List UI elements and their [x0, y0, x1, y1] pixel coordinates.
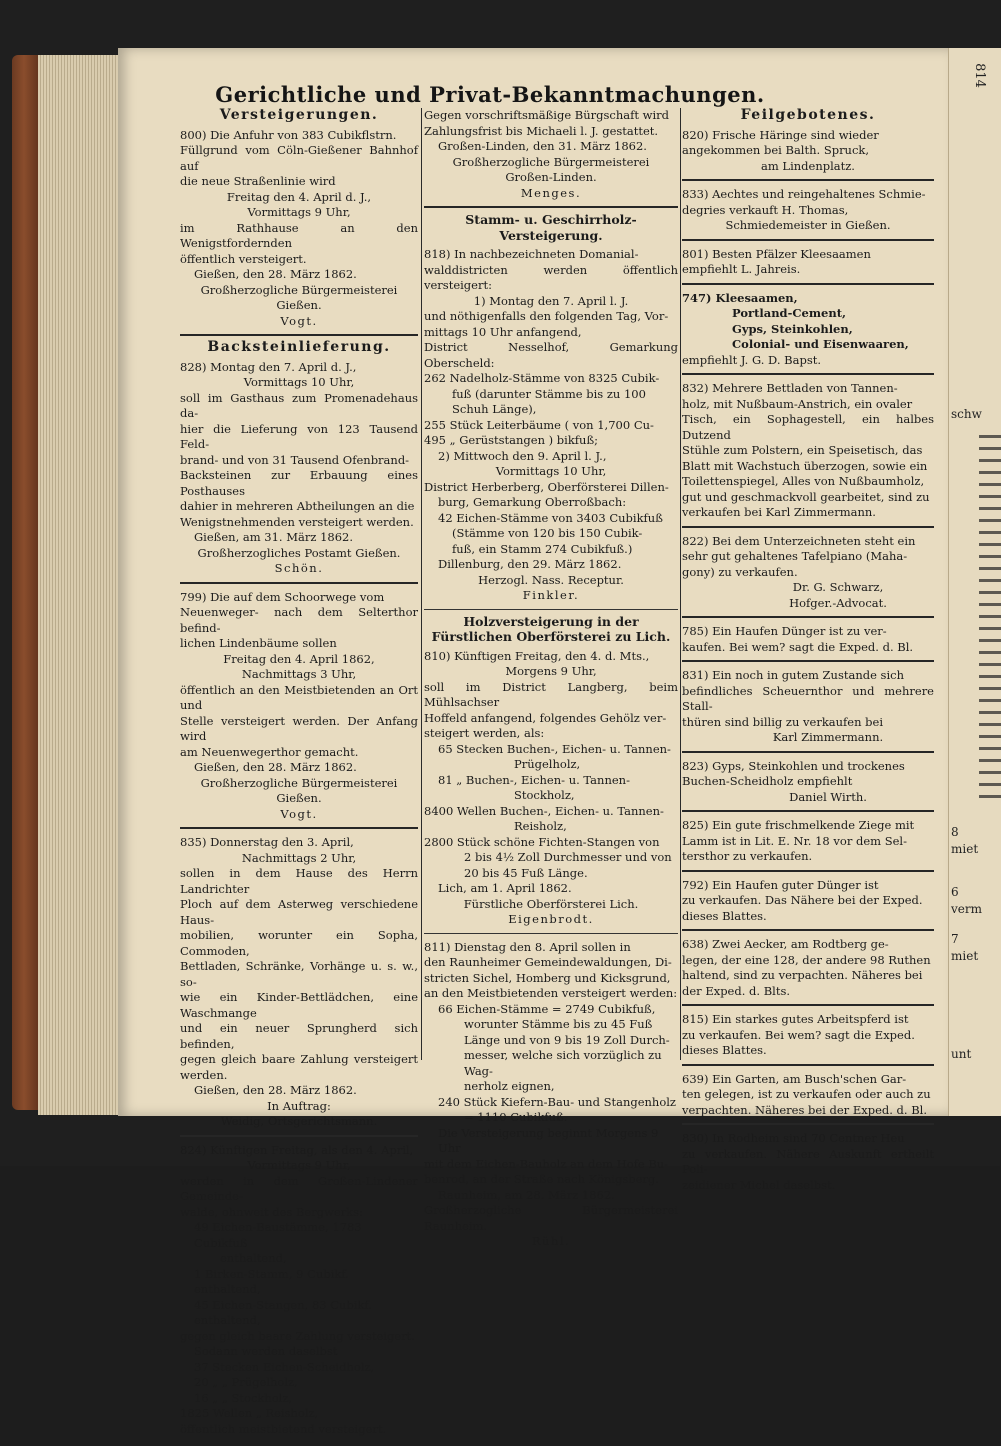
- text-line: Vormittags 10 Uhr,: [243, 375, 355, 389]
- text-line: soll im District Langberg, beim Mühlsachser: [424, 679, 678, 709]
- fragment: 6: [951, 885, 959, 899]
- text-line: Stühle zum Polstern, ein Speisetisch, das: [682, 443, 923, 457]
- text-line: Zahlungsfrist bis Michaeli l. J. gestattet.: [424, 123, 659, 138]
- text-line: 818) In nachbezeichneten Domanial-: [424, 247, 639, 261]
- text-line: Bettladen, Schränke, Vorhänge u. s. w., so-: [180, 959, 418, 989]
- section-heading: Feilgebotenes.: [740, 107, 876, 123]
- text-line: tersthor zu verkaufen.: [682, 849, 813, 863]
- text-line: zu verkaufen. Das Nähere bei der Exped.: [682, 893, 923, 907]
- text-line: benrod, an der Straße nach Königsberg.: [424, 1172, 659, 1186]
- text-line: 810) Künftigen Freitag, den 4. d. Mts.,: [424, 648, 650, 663]
- section-heading: Backsteinlieferung.: [207, 339, 391, 355]
- fragment: unt: [951, 1047, 972, 1061]
- text-line: empfiehlt L. Jahreis.: [682, 262, 801, 276]
- text-line: 825) Ein gute frischmelkende Ziege mit: [682, 818, 915, 832]
- text-line: öffentlich versteigert.: [180, 251, 307, 266]
- notice-638: [682, 935, 934, 1006]
- text-line: 495 „ Gerüststangen ) bikfuß;: [424, 433, 599, 447]
- text-line: holz, mit Nußbaum-Anstrich, ein ovaler: [682, 396, 913, 411]
- text-line: District Herberberg, Oberförsterei Dillen-: [424, 479, 669, 494]
- text-line: die neue Straßenlinie wird: [180, 174, 336, 188]
- text-line: Gyps, Steinkohlen,: [732, 321, 853, 336]
- text-line: Lamm ist in Lit. E. Nr. 18 vor dem Sel-: [682, 833, 907, 848]
- text-line: mittags 10 Uhr anfangend,: [424, 324, 582, 339]
- text-line: burg, Gemarkung Oberroßbach:: [438, 495, 627, 509]
- text-line: 800) Die Anfuhr von 383 Cubikflstrn.: [180, 127, 397, 142]
- text-line: 20 „ „ Prügelholz,: [194, 1375, 298, 1389]
- text-line: thüren sind billig zu verkaufen bei: [682, 714, 884, 729]
- text-line: am Neuenwegerthor gemacht.: [180, 744, 359, 759]
- notice-835: [180, 833, 418, 1137]
- notice-799: [180, 588, 418, 830]
- text-line: gegen gleich baare Zahlung versteigert werden.: [180, 1052, 418, 1082]
- fragment: miet: [951, 842, 979, 856]
- text-line: 45 Eichen-Stangen, 83 Cubikf. enthaltend,: [194, 1297, 372, 1327]
- text-line: (Stämme von 120 bis 150 Cubik-: [452, 526, 643, 540]
- adjacent-page: [948, 48, 1001, 1116]
- notice-824-continued: [424, 106, 678, 208]
- text-line: werden in dem Großen-Lindener Gemeinde-: [180, 1173, 418, 1203]
- text-line: walddistricten werden öffentlich versteigert:: [424, 262, 678, 292]
- text-line: fuß, ein Stamm 274 Cubikfuß.): [452, 541, 633, 556]
- notice-785: [682, 622, 934, 662]
- text-line: sollen in dem Hause des Herrn Landrichter: [180, 866, 418, 896]
- text-line: 831) Ein noch in gutem Zustande sich: [682, 668, 904, 682]
- text-line: Portland-Cement,: [732, 306, 847, 320]
- signature: Weidig, Ortsgerichtsmann.: [220, 1114, 378, 1128]
- notice-811: [424, 938, 678, 1255]
- text-line: Hoffeld anfangend, folgendes Gehölz ver-: [424, 710, 667, 725]
- text-line: Wenigstnehmenden versteigert werden.: [180, 514, 414, 529]
- text-line: dieses Blattes.: [682, 1043, 767, 1057]
- notice-818: [424, 245, 678, 610]
- text-line: 811) Dienstag den 8. April sollen in: [424, 939, 631, 954]
- text-line: Karl Zimmermann.: [772, 730, 884, 744]
- page-edges: [38, 55, 123, 1115]
- text-line: Herzogl. Nass. Receptur.: [478, 572, 624, 587]
- text-line: Raunheim, am 28. März 1862.: [438, 1187, 615, 1202]
- notice-800: [180, 126, 418, 337]
- text-line: zu verkaufen. Bei wem? sagt die Exped.: [682, 1027, 915, 1042]
- fragment: miet: [951, 949, 979, 963]
- text-line: 66 Eichen-Stämme = 2749 Cubikfuß,: [438, 1001, 656, 1016]
- text-line: gegen gleich baare Zahlung versteigert.: [180, 1328, 415, 1343]
- notice-820: [682, 126, 934, 182]
- text-line: 2) Mittwoch den 9. April l. J.,: [438, 448, 607, 463]
- notice-828: [180, 358, 418, 584]
- text-line: Sodann werden daselbst: [194, 1344, 338, 1358]
- text-line: 1) Montag den 7. April l. J.: [473, 293, 629, 308]
- text-line: öffentlich an den Meistbietenden an Ort und: [180, 682, 418, 712]
- notice-822: [682, 532, 934, 619]
- section-heading: Holzversteigerung in der Fürstlichen Oberförsterei zu Lich.: [431, 613, 671, 644]
- text-line: Großen-Linden, den 31. März 1862.: [438, 139, 647, 153]
- text-line: enthaltend,: [220, 1251, 287, 1265]
- text-line: In Auftrag:: [267, 1098, 331, 1113]
- text-line: Die Versteigerung beginnt Morgens 9 Uhr: [438, 1125, 659, 1155]
- text-line: 638) Zwei Aecker, am Rodtberg ge-: [682, 937, 889, 951]
- text-line: Ploch auf dem Asterweg verschiedene Haus-: [180, 897, 418, 927]
- text-line: 1825 Wellen „ Reisholz,: [180, 1406, 319, 1420]
- text-line: 20 bis 45 Fuß Länge.: [464, 865, 588, 880]
- text-line: an den Meistbietenden versteigert werden:: [424, 986, 678, 1000]
- notice-747: [682, 289, 934, 376]
- notice-830: [682, 1129, 934, 1198]
- text-line: Nachmittags 3 Uhr,: [241, 667, 357, 681]
- text-line: 2800 Stück schöne Fichten-Stangen von: [424, 834, 660, 849]
- text-line: Großherzogliche Bürgermeisterei: [452, 154, 650, 169]
- text-line: Großherzogliches Postamt Gießen.: [197, 545, 401, 560]
- fragment: 8: [951, 825, 959, 839]
- text-line: Stelle versteigert werden. Der Anfang wird: [180, 713, 418, 743]
- text-line: 240 Stück Kiefern-Bau- und Stangenholz: [438, 1094, 676, 1109]
- signature: Eigenbrodt.: [508, 912, 594, 926]
- text-line: Colonial- und Eisenwaaren,: [732, 337, 909, 351]
- text-line: Schmiedemeister in Gießen.: [725, 218, 891, 232]
- notice-792: [682, 876, 934, 932]
- text-line: Nachmittags 2 Uhr,: [241, 850, 357, 865]
- column-2: [424, 106, 678, 1259]
- text-line: mobilien, worunter ein Sopha, Commoden,: [180, 928, 418, 958]
- notice-810: [424, 647, 678, 934]
- text-line: mit dem Eichen-Bauholz an dem Hofe Bu-: [424, 1156, 669, 1171]
- text-line: Füllgrund vom Cöln-Gießener Bahnhof auf: [180, 143, 418, 173]
- text-line: stricten Sichel, Homberg und Kicksgrund,: [424, 970, 671, 985]
- text-line: 255 Stück Leiterbäume ( von 1,700 Cu-: [424, 417, 654, 432]
- column-1: [180, 106, 418, 1446]
- text-line: 1 Birken-Stamm, 9 Cubikf. enthaltend,: [194, 1266, 349, 1296]
- text-line: 65 Stecken Buchen-, Eichen- u. Tannen-: [438, 741, 671, 756]
- text-line: am Lindenplatz.: [761, 158, 855, 173]
- notice-801: [682, 245, 934, 285]
- column-rule: [680, 108, 681, 1060]
- text-line: 835) Donnerstag den 3. April,: [180, 835, 354, 849]
- text-line: 823) Gyps, Steinkohlen und trockenes: [682, 758, 905, 773]
- text-line: Neuenweger- nach dem Selterthor befind-: [180, 605, 418, 635]
- text-line: 820) Frische Häringe sind wieder: [682, 127, 879, 142]
- text-line: Großherzogliche Bürgermeisterei Gießen.: [200, 775, 398, 805]
- text-line: verpachten. Näheres bei der Exped. d. Bl.: [682, 1102, 927, 1117]
- text-line: dieses Blattes.: [682, 908, 767, 923]
- text-line: 42 Eichen-Stämme von 3403 Cubikfuß: [438, 510, 663, 525]
- text-line: Gießen, den 28. März 1862.: [194, 760, 357, 774]
- text-line: 37 Stecken Eichen-Scheidholz,: [194, 1359, 375, 1374]
- notice-825: [682, 816, 934, 872]
- text-line: 2 bis 4½ Zoll Durchmesser und von: [464, 850, 672, 864]
- text-line: Gießen, am 31. März 1862.: [194, 530, 354, 544]
- text-line: kaufen. Bei wem? sagt die Exped. d. Bl.: [682, 639, 914, 654]
- notice-815: [682, 1010, 934, 1066]
- text-line: Stockholz,: [514, 788, 575, 802]
- text-line: wie ein Kinder-Bettlädchen, eine Waschmange: [180, 990, 418, 1020]
- text-line: der Exped. d. Blts.: [682, 983, 791, 998]
- text-line: 81 „ Buchen-, Eichen- u. Tannen-: [438, 772, 630, 787]
- text-line: Dr. G. Schwarz,: [792, 580, 884, 594]
- text-line: 639) Ein Garten, am Busch'schen Gar-: [682, 1071, 907, 1086]
- text-line: fuß (darunter Stämme bis zu 100: [452, 386, 646, 401]
- text-line: walde, ohnweit des Bergwerks:: [180, 1204, 363, 1219]
- notice-831: [682, 666, 934, 753]
- fragment: verm: [951, 902, 982, 916]
- text-line: 792) Ein Haufen guter Dünger ist: [682, 877, 879, 892]
- text-line: 16 „ „ Stockholz,: [194, 1390, 293, 1405]
- page-number: 814: [971, 63, 987, 88]
- text-line: steigert werden, als:: [424, 726, 545, 740]
- column-rule: [421, 108, 422, 1060]
- text-line: messer, welche sich vorzüglich zu Wag-: [464, 1048, 662, 1078]
- text-line: zu verkaufen. Nähere Auskunft ertheilt Poli-: [682, 1146, 934, 1176]
- text-line: gut und geschmackvoll gearbeitet, sind zu: [682, 489, 930, 504]
- text-line: 747) Kleesaamen,: [682, 290, 798, 305]
- text-line: Großherzogliche Bürgermeisterei Raunheim.: [424, 1203, 678, 1233]
- text-line: Vormittags 10 Uhr,: [495, 464, 607, 478]
- text-line: angekommen bei Balth. Spruck,: [682, 143, 870, 157]
- text-line: 830) In Rodheim sind 70 Centner Heu: [682, 1131, 905, 1145]
- text-line: soll im Gasthaus zum Promenadehaus da-: [180, 390, 418, 420]
- text-line: Prügelholz,: [514, 757, 581, 771]
- text-line: nerholz eignen,: [464, 1079, 555, 1093]
- text-line: District Nesselhof, Gemarkung Oberscheld:: [424, 340, 678, 370]
- text-line: lichen Lindenbäume sollen: [180, 636, 337, 650]
- text-line: Reisholz,: [514, 819, 567, 833]
- text-line: Schuh Länge),: [452, 402, 537, 416]
- text-line: Blatt mit Wachstuch überzogen, sowie ein: [682, 458, 928, 473]
- text-line: Tisch, ein Sophagestell, ein halbes Dutzend: [682, 412, 934, 442]
- notice-824: [180, 1141, 418, 1443]
- text-line: Gegen vorschriftsmäßige Bürgschaft wird: [424, 108, 670, 122]
- signature: Finkler.: [522, 588, 580, 602]
- text-line: brand- und von 31 Tausend Ofenbrand-: [180, 452, 410, 467]
- text-line: Hofger.-Advocat.: [789, 595, 887, 610]
- text-line: sehr gut gehaltenes Tafelpiano (Maha-: [682, 549, 908, 563]
- fragment: 7: [951, 932, 959, 946]
- text-line: Dillenburg, den 29. März 1862.: [438, 557, 622, 571]
- text-line: Länge und von 9 bis 19 Zoll Durch-: [464, 1032, 670, 1047]
- signature: Menges.: [520, 185, 582, 200]
- signature: Rühl.: [531, 1234, 571, 1248]
- text-line: 49 Eichen-Baustämme, 1783 Cubikfuß: [194, 1220, 362, 1250]
- text-line: ten gelegen, ist zu verkaufen oder auch zu: [682, 1087, 931, 1101]
- text-line: 828) Montag den 7. April d. J.,: [180, 359, 357, 374]
- text-line: Gießen, den 28. März 1862.: [194, 1083, 357, 1097]
- text-line: Morgens 9 Uhr,: [505, 664, 597, 678]
- text-line: haltend, sind zu verpachten. Näheres bei: [682, 968, 923, 982]
- text-line: den Raunheimer Gemeindewaldungen, Di-: [424, 955, 672, 969]
- text-line: 815) Ein starkes gutes Arbeitspferd ist: [682, 1012, 909, 1026]
- text-line: = 1110 Cubikfuß.: [464, 1110, 568, 1124]
- text-line: 832) Mehrere Bettladen von Tannen-: [682, 381, 898, 395]
- text-line: 833) Aechtes und reingehaltenes Schmie-: [682, 187, 926, 201]
- text-line: Lich, am 1. April 1862.: [438, 881, 572, 895]
- signature: Vogt.: [280, 313, 318, 328]
- text-line: zeidiener Michel daselbst.: [682, 1177, 836, 1192]
- text-line: empfiehlt J. G. D. Bapst.: [682, 352, 821, 367]
- text-line: Vormittags 9 Uhr,: [247, 1158, 351, 1172]
- text-line: 824) Künftigen Freitag, als den 4. April,: [180, 1142, 414, 1157]
- text-line: 822) Bei dem Unterzeichneten steht ein: [682, 533, 916, 548]
- column-3: [682, 106, 934, 1202]
- text-line: Daniel Wirth.: [789, 789, 867, 804]
- notice-639: [682, 1070, 934, 1126]
- signature: Vogt.: [280, 806, 318, 821]
- notice-832: [682, 379, 934, 528]
- text-line: legen, der eine 128, der andere 98 Ruthen: [682, 952, 931, 967]
- text-line: degries verkauft H. Thomas,: [682, 202, 849, 217]
- page-title: Gerichtliche und Privat-Bekanntmachungen.: [215, 82, 765, 107]
- text-line: Backsteinen zur Erbauung eines Posthauses: [180, 468, 418, 498]
- section-heading: Versteigerungen.: [219, 107, 379, 123]
- text-line: Freitag den 4. April 1862,: [223, 651, 375, 666]
- text-line: und nöthigenfalls den folgenden Tag, Vor-: [424, 309, 669, 323]
- text-line: im Rathhause an den Wenigstfordernden: [180, 220, 418, 250]
- signature: Schön.: [274, 561, 324, 575]
- ornament-border: [979, 428, 1001, 798]
- text-line: gony) zu verkaufen.: [682, 564, 798, 579]
- text-line: 801) Besten Pfälzer Kleesaamen: [682, 246, 871, 261]
- text-line: Toilettenspiegel, Alles von Nußbaumholz,: [682, 474, 925, 488]
- text-line: und ein neuer Sprungherd sich befinden,: [180, 1021, 418, 1051]
- text-line: befindliches Scheuernthor und mehrere Stall-: [682, 683, 934, 713]
- text-line: verkaufen bei Karl Zimmermann.: [682, 505, 876, 519]
- fragment: schw: [951, 407, 982, 421]
- text-line: worunter Stämme bis zu 45 Fuß: [464, 1017, 653, 1031]
- text-line: Fürstliche Oberförsterei Lich.: [463, 896, 639, 911]
- text-line: Großherzogliche Bürgermeisterei Gießen.: [200, 282, 398, 312]
- text-line: 8400 Wellen Buchen-, Eichen- u. Tannen-: [424, 803, 664, 818]
- text-line: hier die Lieferung von 123 Tausend Feld-: [180, 421, 418, 451]
- notice-823: [682, 757, 934, 813]
- text-line: dahier in mehreren Abtheilungen an die: [180, 499, 415, 513]
- text-line: 262 Nadelholz-Stämme von 8325 Cubik-: [424, 371, 660, 385]
- text-line: 785) Ein Haufen Dünger ist zu ver-: [682, 624, 887, 638]
- text-line: öffentlich meistbietend versteigert.: [180, 1421, 387, 1436]
- text-line: Vormittags 9 Uhr,: [247, 205, 351, 219]
- text-line: Großen-Linden.: [505, 170, 597, 184]
- text-line: Freitag den 4. April d. J.,: [226, 189, 372, 204]
- text-line: Gießen, den 28. März 1862.: [194, 267, 357, 281]
- text-line: 799) Die auf dem Schoorwege vom: [180, 589, 385, 604]
- notice-833: [682, 185, 934, 241]
- section-heading: Stamm- u. Geschirrholz-Versteigerung.: [465, 212, 637, 243]
- text-line: Buchen-Scheidholz empfiehlt: [682, 774, 853, 788]
